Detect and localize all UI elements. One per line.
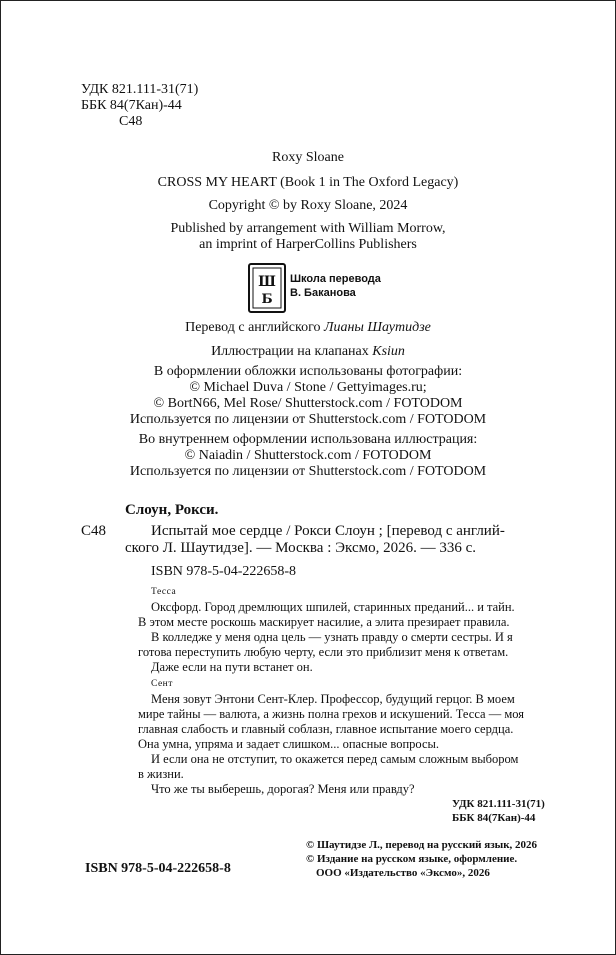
footer-isbn: ISBN 978-5-04-222658-8: [85, 861, 231, 876]
svg-text:Б: Б: [261, 292, 273, 307]
catalog-author-heading: Слоун, Рокси.: [125, 502, 219, 518]
annotation-sent-label: Сент: [151, 679, 173, 689]
translator-name: Лианы Шаутидзе: [323, 320, 431, 335]
inner-illus-3: Используется по лицензии от Shutterstock.com / FOTODOM: [129, 464, 487, 479]
author-mark: С48: [119, 114, 143, 129]
sent-p1-line2: мире тайны — валюта, а жизнь полна грехов и искушений. Тесса — моя: [138, 707, 524, 721]
inner-illus-1: Во внутреннем оформлении использована иллюстрация:: [138, 432, 478, 447]
sent-p1-line3: главная слабость и главный соблазн, главное испытание моего сердца.: [138, 722, 514, 736]
tessa-p3: Даже если на пути встанет он.: [151, 660, 313, 674]
svg-text:Ш: Ш: [258, 274, 276, 290]
catalog-desc-1: Испытай мое сердце / Рокси Слоун ; [перевод с англий-: [151, 523, 505, 539]
copyright-line: Copyright © by Roxy Sloane, 2024: [208, 198, 408, 213]
annotation-tessa-label: Тесса: [151, 587, 177, 597]
published-line-1: Published by arrangement with William Morrow,: [170, 221, 446, 236]
catalog-isbn: ISBN 978-5-04-222658-8: [151, 564, 297, 579]
bbk-code: ББК 84(7Кан)-44: [81, 98, 182, 113]
cover-photos-1: В оформлении обложки использованы фотографии:: [153, 364, 463, 379]
logo-line-2: В. Баканова: [290, 287, 356, 299]
annotation-udk: УДК 821.111-31(71): [452, 798, 545, 810]
catalog-desc-2: ского Л. Шаутидзе]. — Москва : Эксмо, 2026. — 336 с.: [125, 540, 477, 556]
tessa-p1-line2: В этом месте роскошь маскирует насилие, а элита презирает правила.: [138, 615, 510, 629]
published-line-2: an imprint of HarperCollins Publishers: [199, 237, 417, 252]
inner-illus-2: © Naiadin / Shutterstock.com / FOTODOM: [184, 448, 432, 463]
tessa-p2-line1: В колледже у меня одна цель — узнать правду о смерти сестры. И я: [151, 630, 513, 644]
annotation-bbk: ББК 84(7Кан)-44: [452, 812, 536, 824]
sent-p1-line4: Она умна, упряма и задает слишком... опасные вопросы.: [138, 737, 440, 751]
logo-caption: [290, 272, 381, 300]
cover-photos-4: Используется по лицензии от Shutterstock.com / FOTODOM: [129, 412, 487, 427]
catalog-code: С48: [81, 523, 107, 539]
sent-p3: Что же ты выберешь, дорогая? Меня или правду?: [151, 782, 415, 796]
book-school-logo-icon: [248, 263, 286, 313]
footer-copyright-2: © Издание на русском языке, оформление.: [306, 853, 518, 865]
sent-p2-line1: И если она не отступит, то окажется перед самым сложным выбором: [151, 752, 519, 766]
original-author: Roxy Sloane: [272, 150, 344, 165]
sent-p1-line1: Меня зовут Энтони Сент-Клер. Профессор, будущий герцог. В моем: [151, 692, 515, 706]
footer-copyright-3: ООО «Издательство «Эксмо», 2026: [316, 867, 490, 879]
illustrator-prefix: Иллюстрации на клапанах: [211, 344, 373, 359]
tessa-p2-line2: готова переступить любую черту, если это приблизит меня к ответам.: [138, 645, 509, 659]
logo-line-1: Школа перевода: [290, 273, 381, 285]
cover-photos-2: © Michael Duva / Stone / Gettyimages.ru;: [189, 380, 427, 395]
udk-code: УДК 821.111-31(71): [81, 82, 199, 97]
illustrator-line: [1, 343, 615, 361]
original-title: CROSS MY HEART (Book 1 in The Oxford Legacy): [157, 175, 459, 190]
footer-copyright-1: © Шаутидзе Л., перевод на русский язык, 2026: [306, 839, 538, 851]
cover-photos-3: © BortN66, Mel Rose/ Shutterstock.com / FOTODOM: [153, 396, 463, 411]
translator-prefix: Перевод с английского: [185, 320, 324, 335]
illustrator-name: Ksiun: [372, 344, 405, 359]
sent-p2-line2: в жизни.: [138, 767, 184, 781]
translator-line: [1, 319, 615, 337]
tessa-p1-line1: Оксфорд. Город дремлющих шпилей, старинных преданий... и тайн.: [151, 600, 515, 614]
